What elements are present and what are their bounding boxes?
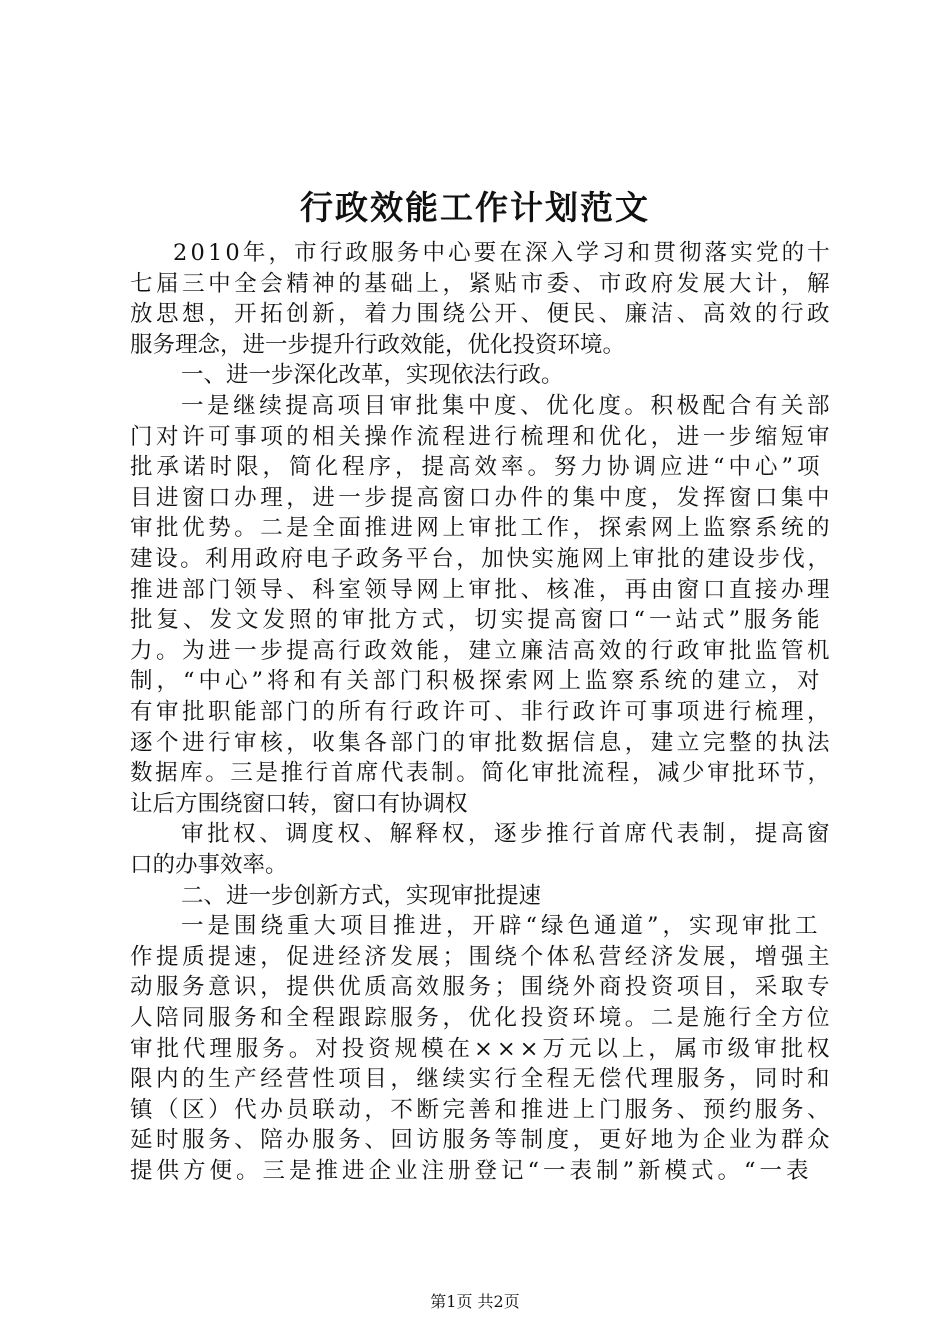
body-line: 口的办事效率。 bbox=[130, 852, 288, 878]
section-heading: 二、进一步创新方式，实现审批提速 bbox=[181, 882, 542, 909]
body-line: 审批代理服务。对投资规模在×××万元以上，属市级审批权 bbox=[130, 1035, 834, 1062]
body-line: 制，“中心”将和有关部门积极探索网上监察系统的建立，对 bbox=[130, 668, 824, 695]
body-line: 让后方围绕窗口转，窗口有协调权 bbox=[130, 790, 468, 817]
body-line: 逐个进行审核，收集各部门的审批数据信息，建立完整的执法 bbox=[130, 729, 834, 756]
body-line: 作提质提速，促进经济发展；围绕个体私营经济发展，增强主 bbox=[130, 943, 834, 970]
body-line: 动服务意识，提供优质高效服务；围绕外商投资项目，采取专 bbox=[130, 974, 834, 1001]
body-line: 审批权、调度权、解释权，逐步推行首席代表制，提高窗 bbox=[181, 821, 834, 848]
body-line: 2010年，市行政服务中心要在深入学习和贯彻落实党的十 bbox=[173, 240, 833, 266]
page-title: 行政效能工作计划范文 bbox=[300, 188, 650, 227]
body-line: 一是继续提高项目审批集中度、优化度。积极配合有关部 bbox=[181, 393, 834, 419]
body-line: 建设。利用政府电子政务平台，加快实施网上审批的建设步伐， bbox=[130, 546, 833, 572]
body-line: 七届三中全会精神的基础上，紧贴市委、市政府发展大计，解 bbox=[130, 270, 834, 297]
body-line: 推进部门领导、科室领导网上审批、核准，再由窗口直接办理 bbox=[130, 576, 834, 603]
body-line: 目进窗口办理，进一步提高窗口办件的集中度，发挥窗口集中 bbox=[130, 484, 834, 511]
body-line: 放思想，开拓创新，着力围绕公开、便民、廉洁、高效的行政 bbox=[130, 301, 834, 328]
body-line: 数据库。三是推行首席代表制。简化审批流程，减少审批环节， bbox=[130, 760, 833, 787]
body-line: 镇（区）代办员联动，不断完善和推进上门服务、预约服务、 bbox=[130, 1096, 834, 1123]
body-line: 力。为进一步提高行政效能，建立廉洁高效的行政审批监管机 bbox=[130, 637, 834, 664]
page-number: 第1页 共2页 bbox=[430, 1292, 520, 1311]
body-line: 批承诺时限，简化程序，提高效率。努力协调应进“中心”项 bbox=[130, 454, 824, 481]
body-line: 审批优势。二是全面推进网上审批工作，探索网上监察系统的 bbox=[130, 515, 834, 542]
body-line: 人陪同服务和全程跟踪服务，优化投资环境。二是施行全方位 bbox=[130, 1005, 834, 1031]
body-line: 提供方便。三是推进企业注册登记“一表制”新模式。“一表 bbox=[130, 1158, 813, 1184]
section-heading: 一、进一步深化改革，实现依法行政。 bbox=[181, 362, 564, 389]
body-line: 有审批职能部门的所有行政许可、非行政许可事项进行梳理， bbox=[130, 699, 834, 725]
body-line: 限内的生产经营性项目，继续实行全程无偿代理服务，同时和 bbox=[130, 1066, 834, 1093]
body-line: 服务理念，进一步提升行政效能，优化投资环境。 bbox=[130, 331, 626, 358]
body-line: 批复、发文发照的审批方式，切实提高窗口“一站式”服务能 bbox=[130, 607, 824, 634]
body-line: 延时服务、陪办服务、回访服务等制度，更好地为企业为群众 bbox=[130, 1127, 834, 1154]
body-line: 门对许可事项的相关操作流程进行梳理和优化，进一步缩短审 bbox=[130, 423, 834, 450]
body-line: 一是围绕重大项目推进，开辟“绿色通道”，实现审批工 bbox=[181, 913, 822, 940]
